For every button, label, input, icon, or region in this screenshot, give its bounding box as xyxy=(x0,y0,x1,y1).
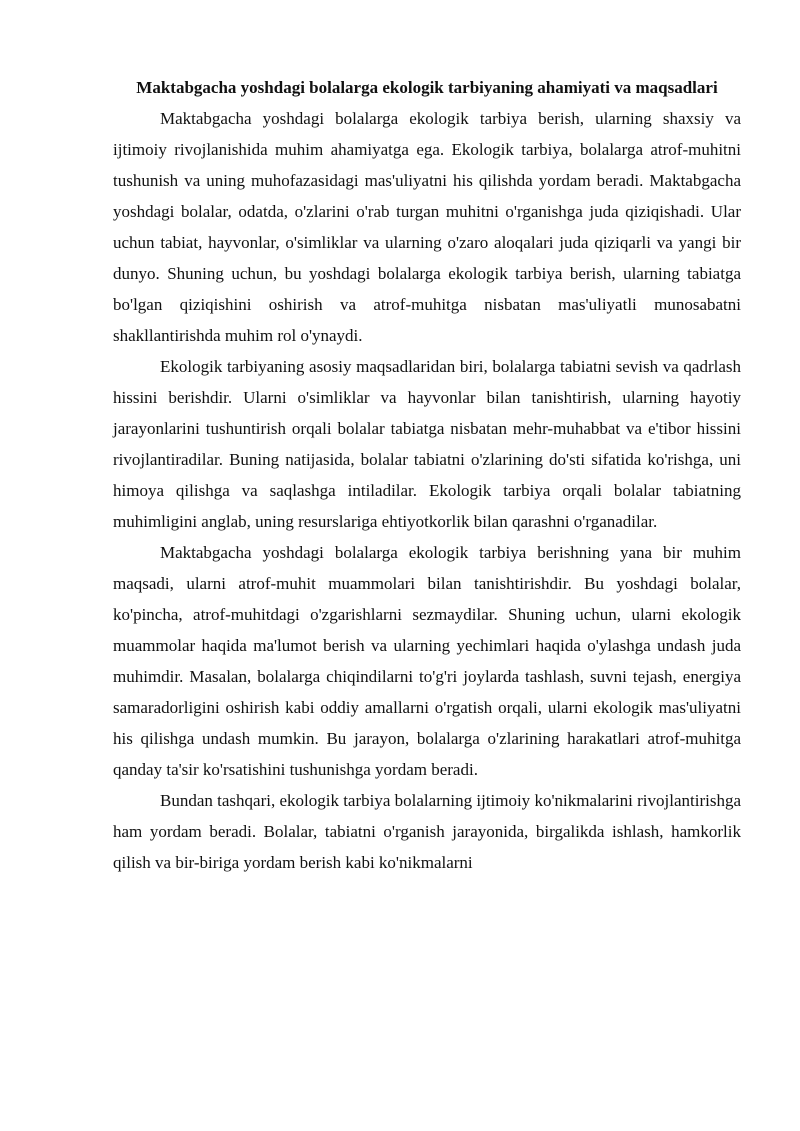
paragraph: Bundan tashqari, ekologik tarbiya bolalarning ijtimoiy ko'nikmalarini rivojlantirishga ham yordam beradi. Bolalar, tabiatni o'rganish jarayonida, birgalikda ishlash, hamkorlik qilish va bir-biriga yordam berish kabi ko'nikmalarni xyxy=(113,791,741,872)
paragraph: Maktabgacha yoshdagi bolalarga ekologik tarbiya berish, ularning shaxsiy va ijtimoiy rivojlanishida muhim ahamiyatga ega. Ekologik tarbiya, bolalarga atrof-muhitni tushunish va uning muhofazasidagi mas'uliyatni his qilishda yordam beradi. Maktabgacha yoshdagi bolalar, odatda, o'zlarini o'rab turgan muhitni o'rganishga juda qiziqishadi. Ular uchun tabiat, hayvonlar, o'simliklar va ularning o'zaro aloqalari juda qiziqarli va yangi bir dunyo. Shuning uchun, bu yoshdagi bolalarga ekologik tarbiya berish, ularning tabiatga bo'lgan qiziqishini oshirish va atrof-muhitga nisbatan mas'uliyatli munosabatni shakllantirishda muhim rol o'ynaydi. xyxy=(113,109,741,345)
document-title: Maktabgacha yoshdagi bolalarga ekologik tarbiyaning ahamiyati va maqsadlari xyxy=(136,78,718,97)
document-body xyxy=(113,72,741,878)
paragraph: Maktabgacha yoshdagi bolalarga ekologik tarbiya berishning yana bir muhim maqsadi, ularni atrof-muhit muammolari bilan tanishtirishdir. Bu yoshdagi bolalar, ko'pincha, atrof-muhitdagi o'zgarishlarni sezmaydilar. Shuning uchun, ularni ekologik muammolar haqida ma'lumot berish va ularning yechimlari haqida o'ylashga undash juda muhimdir. Masalan, bolalarga chiqindilarni to'g'ri joylarda tashlash, suvni tejash, energiya samaradorligini oshirish kabi oddiy amallarni o'rgatish orqali, ularni ekologik mas'uliyatni his qilishga undash mumkin. Bu jarayon, bolalarga o'zlarining harakatlari atrof-muhitga qanday ta'sir ko'rsatishini tushunishga yordam beradi. xyxy=(113,543,741,779)
paragraph: Ekologik tarbiyaning asosiy maqsadlaridan biri, bolalarga tabiatni sevish va qadrlash hissini berishdir. Ularni o'simliklar va hayvonlar bilan tanishtirish, ularning hayotiy jarayonlarini tushuntirish orqali bolalar tabiatga nisbatan mehr-muhabbat va e'tibor hissini rivojlantiradilar. Buning natijasida, bolalar tabiatni o'zlarining do'sti sifatida ko'rishga, uni himoya qilishga va saqlashga intiladilar. Ekologik tarbiya orqali bolalar tabiatning muhimligini anglab, uning resurslariga ehtiyotkorlik bilan qarashni o'rganadilar. xyxy=(113,357,741,531)
